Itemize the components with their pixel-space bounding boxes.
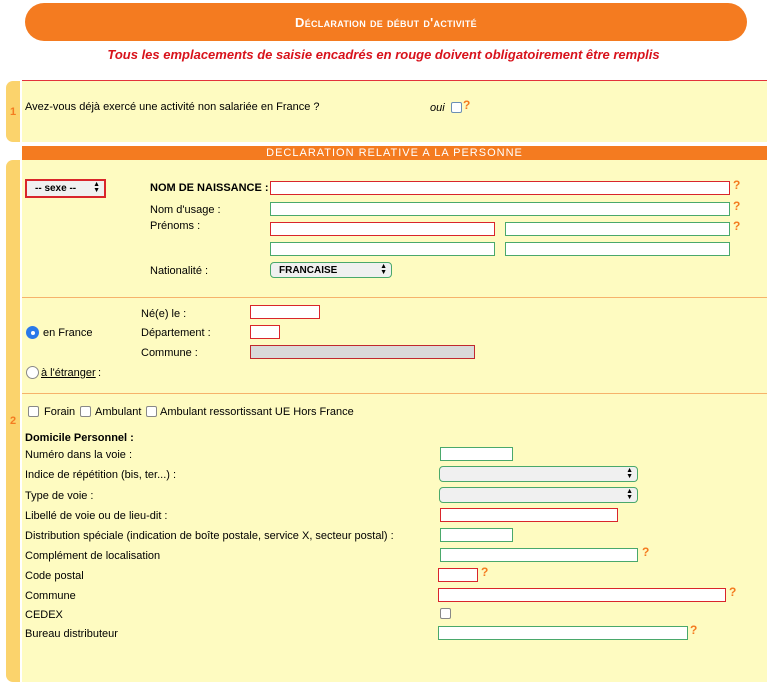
previous-activity-question: Avez-vous déjà exercé une activité non salariée en France ? [25,101,320,113]
en-france-radio[interactable] [26,326,39,339]
section1-number: 1 [6,81,20,142]
bureau-label: Bureau distributeur [25,628,118,640]
etranger-link[interactable]: à l'étranger [41,367,96,379]
prenoms-label: Prénoms : [150,220,201,232]
bureau-input[interactable] [438,626,688,640]
page-header [25,3,747,41]
ambulant-ue-checkbox[interactable] [146,406,157,417]
oui-label: oui [430,102,445,114]
section2-panel [22,160,767,682]
nom-usage-label: Nom d'usage : [150,204,221,216]
help-icon[interactable]: ? [690,623,698,637]
help-icon[interactable]: ? [481,565,489,579]
select-arrows-icon: ▲ ▼ [626,467,633,480]
complement-input[interactable] [440,548,638,562]
code-postal-input[interactable] [438,568,478,582]
section2-number: 2 [6,160,20,682]
previous-activity-checkbox[interactable] [451,102,462,113]
divider [22,297,767,298]
help-icon[interactable]: ? [463,98,471,112]
select-arrows-icon: ▲ ▼ [93,181,100,194]
numero-input[interactable] [440,447,513,461]
select-arrows-icon: ▲ ▼ [380,263,387,276]
help-icon[interactable]: ? [642,545,650,559]
departement-label: Département : [141,327,211,339]
cedex-checkbox[interactable] [440,608,451,619]
commune-naissance-input[interactable] [250,345,475,359]
forain-label: Forain [44,406,76,418]
ambulant-ue-label: Ambulant ressortissant UE Hors France [160,406,354,418]
prenom4-input[interactable] [505,242,730,256]
ambulant-label: Ambulant [95,406,142,418]
indice-select[interactable] [439,466,638,482]
ne-le-input[interactable] [250,305,320,319]
cedex-label: CEDEX [25,609,63,621]
nom-naissance-input[interactable] [270,181,730,195]
page-title: Déclaration de début d'activité [295,14,477,30]
nationalite-select[interactable]: FRANCAISE ▲ ▼ [270,262,392,278]
en-france-label: en France [43,327,93,339]
mandatory-notice: Tous les emplacements de saisie encadrés en rouge doivent obligatoirement être remplis [107,47,660,62]
help-icon[interactable]: ? [733,178,741,192]
select-arrows-icon: ▲ ▼ [626,488,633,501]
prenom3-input[interactable] [270,242,495,256]
prenom1-input[interactable] [270,222,495,236]
etranger-radio[interactable] [26,366,39,379]
forain-checkbox[interactable] [28,406,39,417]
ne-le-label: Né(e) le : [141,308,187,320]
commune-input[interactable] [438,588,726,602]
help-icon[interactable]: ? [733,199,741,213]
type-voie-select[interactable] [439,487,638,503]
commune-label: Commune [25,590,76,602]
distribution-input[interactable] [440,528,513,542]
type-voie-label: Type de voie : [25,490,94,502]
libelle-input[interactable] [440,508,618,522]
nom-naissance-label: NOM DE NAISSANCE : [150,182,269,194]
departement-input[interactable] [250,325,280,339]
nom-usage-input[interactable] [270,202,730,216]
divider [22,393,767,394]
help-icon[interactable]: ? [733,219,741,233]
sexe-select[interactable]: -- sexe -- ▲ ▼ [25,179,106,198]
distribution-label: Distribution spéciale (indication de boîte postale, service X, secteur postal) : [25,530,394,542]
indice-label: Indice de répétition (bis, ter...) : [25,469,177,481]
domicile-heading: Domicile Personnel : [25,432,134,444]
help-icon[interactable]: ? [729,585,737,599]
ambulant-checkbox[interactable] [80,406,91,417]
code-postal-label: Code postal [25,570,84,582]
complement-label: Complément de localisation [25,550,161,562]
etranger-colon: : [98,367,102,379]
prenom2-input[interactable] [505,222,730,236]
libelle-label: Libellé de voie ou de lieu-dit : [25,510,168,522]
section2-title: DECLARATION RELATIVE A LA PERSONNE [22,146,767,160]
nationalite-label: Nationalité : [150,265,209,277]
numero-label: Numéro dans la voie : [25,449,132,461]
commune-naissance-label: Commune : [141,347,198,359]
